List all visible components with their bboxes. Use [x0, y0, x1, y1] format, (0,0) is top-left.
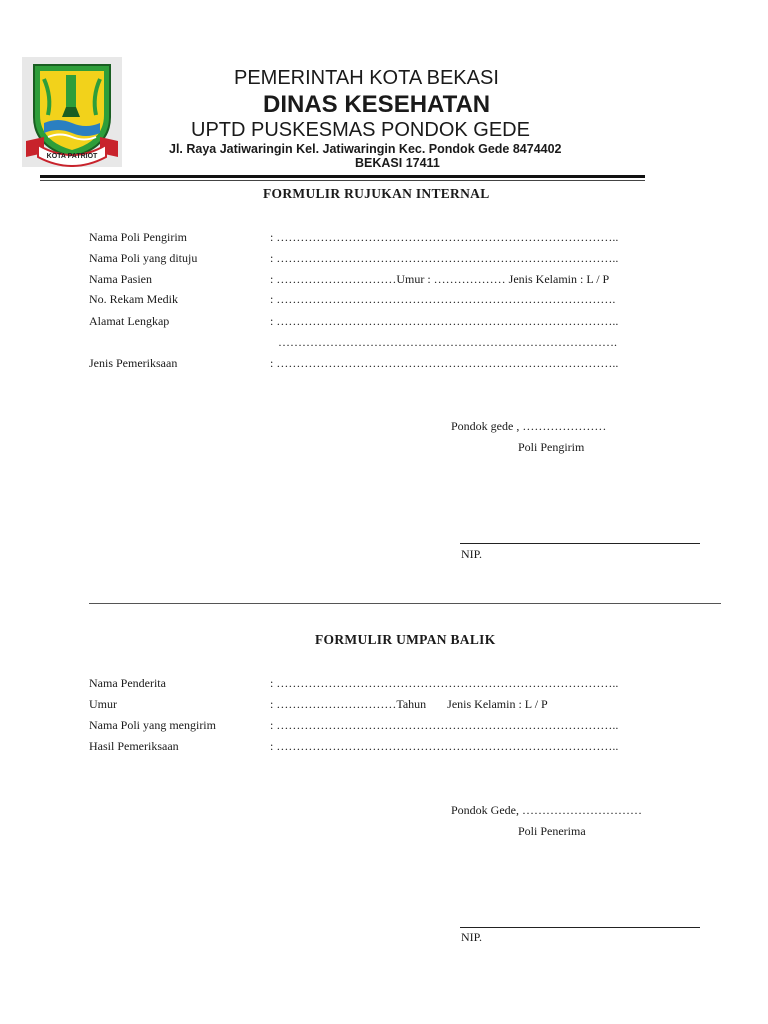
signer-title: Poli Penerima [518, 824, 586, 838]
section-divider [89, 603, 721, 604]
signature-line [460, 927, 700, 928]
field-blank-continuation: …………………………………………………………………………. [278, 335, 617, 349]
field-blank: : ………………………………………………………………………….. [270, 718, 619, 732]
signer-title: Poli Pengirim [518, 440, 585, 454]
nip-label: NIP. [461, 547, 483, 561]
field-blank: : ………………………………………………………………………….. [270, 739, 619, 753]
field-label: Nama Penderita [89, 676, 166, 690]
header-divider [40, 175, 645, 178]
field-label: Nama Pasien [89, 272, 152, 286]
city-postal: BEKASI 17411 [355, 156, 440, 170]
field-label: Nama Poli yang mengirim [89, 718, 216, 732]
field-label: Jenis Pemeriksaan [89, 356, 178, 370]
field-blank: : ………………………………………………………………………….. [270, 356, 619, 370]
field-label: Hasil Pemeriksaan [89, 739, 179, 753]
form-title-internal-referral: FORMULIR RUJUKAN INTERNAL [263, 186, 490, 201]
field-blank: : ………………………………………………………………………….. [270, 230, 619, 244]
field-label: Umur [89, 697, 117, 711]
field-label: Nama Poli yang dituju [89, 251, 198, 265]
field-blank: : ………………………………………………………………………….. [270, 314, 619, 328]
header-divider-thin [40, 180, 645, 181]
field-blank: : …………………………Tahun Jenis Kelamin : L / P [270, 697, 548, 711]
field-label: Alamat Lengkap [89, 314, 170, 328]
government-name: PEMERINTAH KOTA BEKASI [234, 67, 499, 89]
place-date: Pondok Gede, ………………………… [451, 803, 642, 817]
field-blank: : …………………………………………………………………………. [270, 292, 616, 306]
form-title-feedback: FORMULIR UMPAN BALIK [315, 632, 496, 647]
logo-banner-text: KOTA PATRIOT [46, 153, 98, 160]
city-emblem-icon [22, 57, 122, 167]
field-blank: : ………………………………………………………………………….. [270, 676, 619, 690]
unit-name: UPTD PUSKESMAS PONDOK GEDE [191, 119, 530, 141]
city-logo [22, 57, 122, 167]
field-label: No. Rekam Medik [89, 292, 178, 306]
field-label: Nama Poli Pengirim [89, 230, 187, 244]
field-blank: : …………………………Umur : ……………… Jenis Kelamin : L / P [270, 272, 610, 286]
place-date: Pondok gede , ………………… [451, 419, 607, 433]
field-blank: : ………………………………………………………………………….. [270, 251, 619, 265]
signature-line [460, 543, 700, 544]
nip-label: NIP. [461, 930, 483, 944]
agency-name: DINAS KESEHATAN [263, 91, 491, 118]
address-line: Jl. Raya Jatiwaringin Kel. Jatiwaringin Kec. Pondok Gede 8474402 [169, 142, 562, 156]
